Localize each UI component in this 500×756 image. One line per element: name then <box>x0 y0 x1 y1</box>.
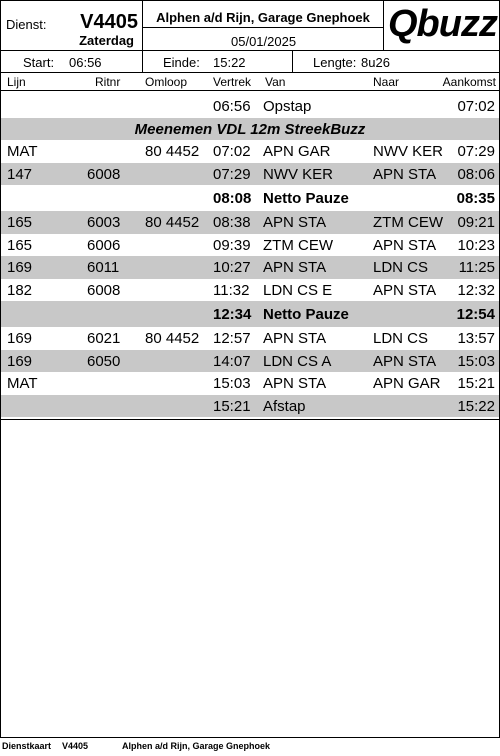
cell-naar: APN STA <box>373 236 437 254</box>
cell-lijn: 169 <box>7 259 33 276</box>
cell-omloop: 80 4452 <box>145 214 200 231</box>
cell-lijn: 147 <box>7 165 33 183</box>
trip-row <box>1 140 499 163</box>
trip-row <box>1 372 499 395</box>
qbuzz-logo: Qbuzz <box>388 3 497 45</box>
trip-row <box>1 327 499 350</box>
footer-location: Alphen a/d Rijn, Garage Gnephoek <box>122 741 271 751</box>
lengte-label: Lengte: <box>313 55 357 70</box>
trip-row <box>1 163 499 186</box>
cell-lijn: MAT <box>7 375 38 392</box>
cell-lijn: 169 <box>7 352 33 370</box>
cell-ritnr: 6006 <box>87 236 121 254</box>
cell-ritnr: 6011 <box>87 259 120 276</box>
cell-aankomst: 10:23 <box>457 236 495 254</box>
cell-naar: LDN CS <box>373 259 429 276</box>
dienst-cell <box>1 1 143 51</box>
cell-omloop: 80 4452 <box>145 330 200 347</box>
trip-row <box>1 279 499 302</box>
location-cell <box>143 1 384 28</box>
footer-dienst: V4405 <box>62 741 89 751</box>
cell-vertrek: 09:39 <box>213 236 251 254</box>
cell-aankomst: 08:06 <box>457 165 495 183</box>
service-date: 05/01/2025 <box>231 34 297 49</box>
date-cell <box>143 28 384 51</box>
cell-lijn: 165 <box>7 236 33 254</box>
cell-naar: NWV KER <box>373 143 444 160</box>
header <box>1 1 499 73</box>
cell-naar: APN STA <box>373 352 437 370</box>
col-van: Van <box>265 75 286 89</box>
cell-van: NWV KER <box>263 165 334 183</box>
table-end-divider <box>1 419 499 420</box>
cell-van: LDN CS A <box>263 352 332 370</box>
cell-aankomst: 15:22 <box>457 397 495 415</box>
cell-van: Afstap <box>263 397 306 415</box>
cell-van: APN STA <box>263 259 327 276</box>
cell-naar: APN GAR <box>373 375 441 392</box>
trip-row <box>1 95 499 118</box>
pause-row <box>1 185 499 211</box>
cell-vertrek: 10:27 <box>213 259 251 276</box>
cell-naar: APN STA <box>373 165 437 183</box>
cell-aankomst: 13:57 <box>457 330 495 347</box>
cell-aankomst: 15:03 <box>457 352 495 370</box>
day-name: Zaterdag <box>79 33 134 48</box>
trip-row <box>1 234 499 257</box>
cell-lijn: 169 <box>7 330 33 347</box>
cell-vertrek: 15:03 <box>213 375 251 392</box>
cell-ritnr: 6021 <box>87 330 121 347</box>
cell-lijn: 182 <box>7 281 33 299</box>
cell-vertrek: 12:57 <box>213 330 251 347</box>
cell-van: Netto Pauze <box>263 306 349 323</box>
dienst-number: V4405 <box>80 11 138 33</box>
cell-van: APN STA <box>263 214 327 231</box>
cell-lijn: MAT <box>7 143 38 160</box>
logo-cell <box>384 1 499 51</box>
start-time: 06:56 <box>69 55 102 70</box>
einde-cell <box>143 51 293 73</box>
vehicle-banner <box>1 118 499 141</box>
cell-naar: ZTM CEW <box>373 214 443 231</box>
dienst-label: Dienst: <box>6 17 47 32</box>
start-cell <box>1 51 143 73</box>
trip-row <box>1 395 499 418</box>
cell-ritnr: 6050 <box>87 352 121 370</box>
cell-vertrek: 11:32 <box>213 281 250 299</box>
footer <box>0 741 500 755</box>
location-name: Alphen a/d Rijn, Garage Gnephoek <box>156 10 370 25</box>
trip-row <box>1 350 499 373</box>
cell-vertrek: 08:38 <box>213 214 251 231</box>
cell-aankomst: 12:32 <box>457 281 495 299</box>
cell-aankomst: 07:02 <box>457 98 495 115</box>
footer-label: Dienstkaart <box>2 741 52 751</box>
cell-van: APN GAR <box>263 143 331 160</box>
col-ritnr: Ritnr <box>95 75 121 89</box>
cell-aankomst: 12:54 <box>456 306 495 323</box>
cell-naar: LDN CS <box>373 330 429 347</box>
cell-naar: APN STA <box>373 281 437 299</box>
col-omloop: Omloop <box>145 75 188 89</box>
cell-lijn: 165 <box>7 214 33 231</box>
cell-aankomst: 11:25 <box>458 259 495 276</box>
cell-aankomst: 15:21 <box>457 375 495 392</box>
cell-van: Netto Pauze <box>263 190 349 207</box>
trip-row <box>1 256 499 279</box>
pause-row <box>1 301 499 327</box>
cell-ritnr: 6008 <box>87 165 121 183</box>
cell-van: Opstap <box>263 98 312 115</box>
cell-aankomst: 07:29 <box>457 143 495 160</box>
cell-van: LDN CS E <box>263 281 333 299</box>
cell-aankomst: 09:21 <box>457 214 495 231</box>
col-vertrek: Vertrek <box>213 75 252 89</box>
cell-ritnr: 6008 <box>87 281 121 299</box>
cell-vertrek: 07:02 <box>213 143 251 160</box>
einde-label: Einde: <box>163 55 200 70</box>
cell-vertrek: 15:21 <box>213 397 251 415</box>
cell-vertrek: 14:07 <box>213 352 251 370</box>
col-aankomst: Aankomst <box>442 75 496 89</box>
col-naar: Naar <box>373 75 400 89</box>
cell-vertrek: 07:29 <box>213 165 251 183</box>
start-label: Start: <box>23 55 55 70</box>
cell-vertrek: 06:56 <box>213 98 251 115</box>
cell-van: ZTM CEW <box>263 236 333 254</box>
cell-aankomst: 08:35 <box>456 190 495 207</box>
cell-omloop: 80 4452 <box>145 143 200 160</box>
lengte-value: 8u26 <box>361 55 390 70</box>
cell-vertrek: 08:08 <box>213 190 252 207</box>
trip-row <box>1 211 499 234</box>
column-header <box>1 73 499 91</box>
cell-ritnr: 6003 <box>87 214 121 231</box>
banner-text: Meenemen VDL 12m StreekBuzz <box>134 120 366 138</box>
trip-list <box>1 95 499 417</box>
cell-vertrek: 12:34 <box>213 306 252 323</box>
cell-van: APN STA <box>263 375 327 392</box>
lengte-cell <box>293 51 499 73</box>
col-lijn: Lijn <box>7 75 26 89</box>
einde-time: 15:22 <box>213 55 246 70</box>
cell-van: APN STA <box>263 330 327 347</box>
